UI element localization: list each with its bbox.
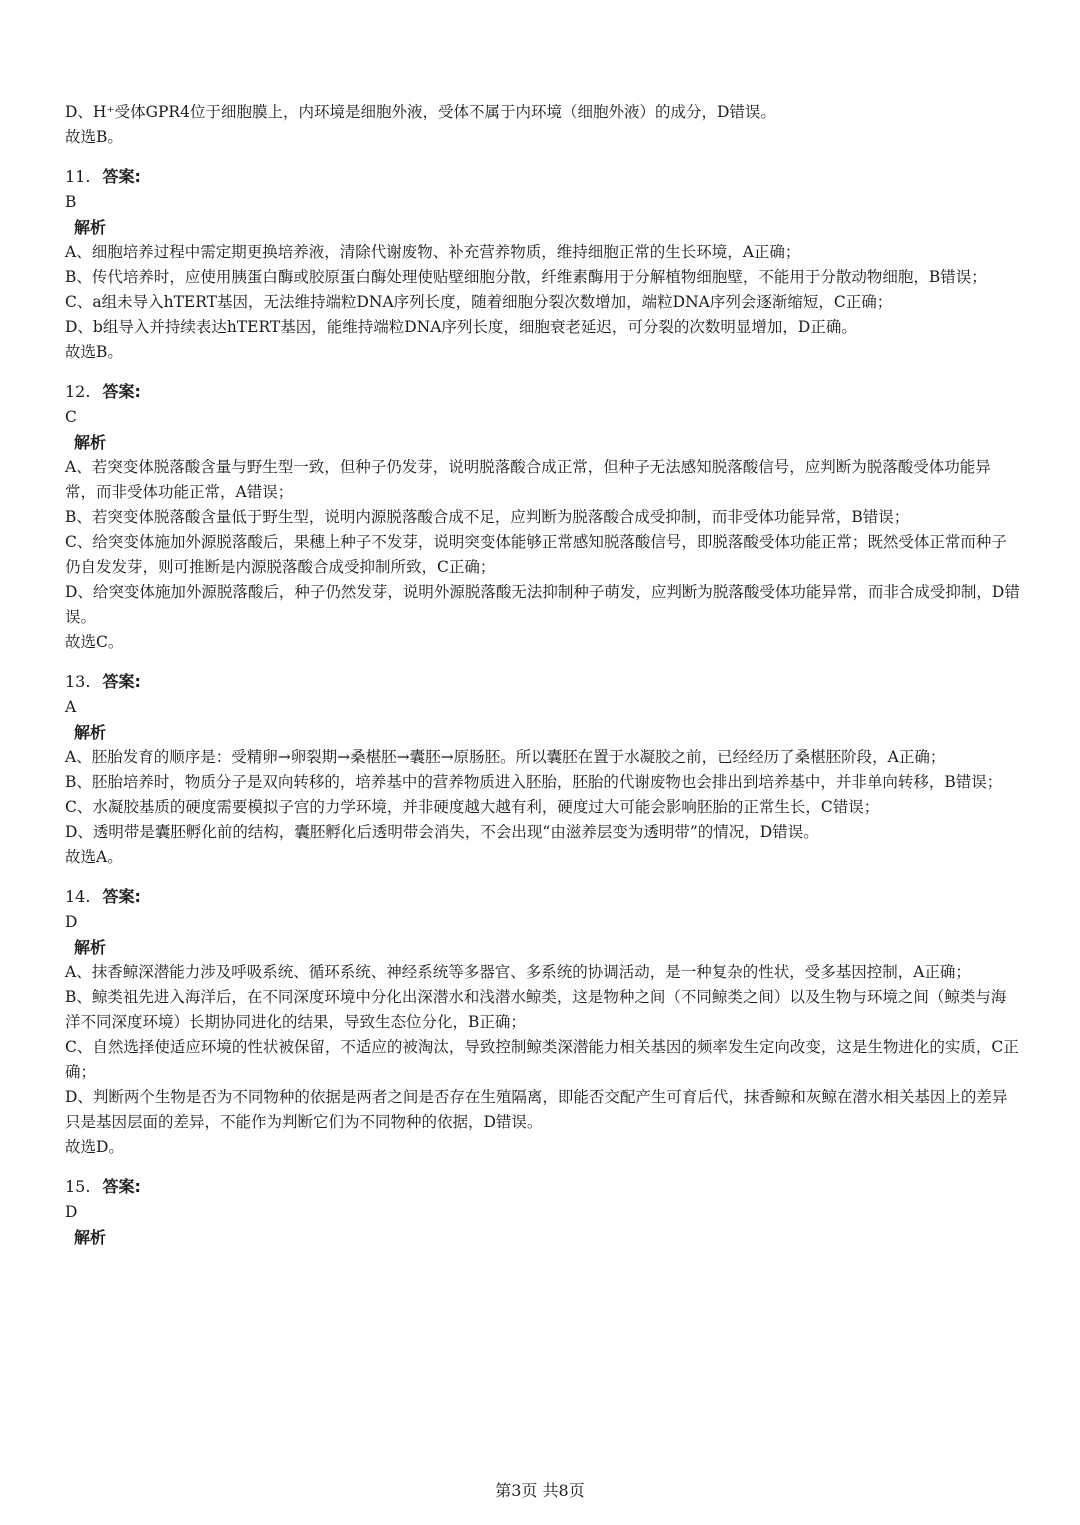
analysis-line: C、自然选择使适应环境的性状被保留，不适应的被淘汰，导致控制鲸类深潜能力相关基因的频率发生定向改变，这是生物进化的实质，C正确； [65,1038,1019,1081]
analysis-label: 解析 [74,1228,107,1247]
question-number: 15. [65,1177,91,1196]
analysis-line: 故选A。 [65,848,123,866]
analysis-label: 解析 [74,218,107,237]
question-number: 11. [65,167,91,186]
page-footer: 第3页 共8页 [495,1481,585,1500]
carryover-block [65,100,1020,150]
answer-label: 答案: [102,1177,141,1196]
question-block [65,379,1020,655]
question-number: 13. [65,672,91,691]
question-block [65,1174,1020,1250]
answer-label: 答案: [102,382,141,401]
analysis-line: B、鲸类祖先进入海洋后，在不同深度环境中分化出深潜水和浅潜水鲸类，这是物种之间（不同鲸类之间）以及生物与环境之间（鲸类与海洋不同深度环境）长期协同进化的结果，导致生态位分化，B正确； [65,988,1007,1031]
question-header [65,1174,1020,1200]
analysis-line: B、传代培养时，应使用胰蛋白酶或胶原蛋白酶处理使贴壁细胞分散，纤维素酶用于分解植物细胞壁，不能用于分散动物细胞，B错误； [65,268,987,286]
text-line: 故选B。 [65,128,123,146]
answer-label: 答案: [102,672,141,691]
analysis-line: B、胚胎培养时，物质分子是双向转移的，培养基中的营养物质进入胚胎，胚胎的代谢废物也会排出到培养基中，并非单向转移，B错误； [65,773,1003,791]
answer-label: 答案: [102,887,141,906]
analysis-line: D、判断两个生物是否为不同物种的依据是两者之间是否存在生殖隔离，即能否交配产生可育后代，抹香鲸和灰鲸在潜水相关基因上的差异只是基因层面的差异，不能作为判断它们为不同物种的依据，D错误。 [65,1088,1008,1131]
analysis-line: D、透明带是囊胚孵化前的结构，囊胚孵化后透明带会消失，不会出现“由滋养层变为透明带”的情况，D错误。 [65,823,819,841]
analysis-label: 解析 [74,723,107,742]
analysis-line: 故选D。 [65,1138,124,1156]
analysis-line: D、b组导入并持续表达hTERT基因，能维持端粒DNA序列长度，细胞衰老延迟，可分裂的次数明显增加，D正确。 [65,318,857,336]
analysis-line: C、给突变体施加外源脱落酸后，果穗上种子不发芽，说明突变体能够正常感知脱落酸信号，即脱落酸受体功能正常；既然受体正常而种子仍自发发芽，则可推断是内源脱落酸合成受抑制所致，C正确； [65,533,1007,576]
analysis-line: B、若突变体脱落酸含量低于野生型，说明内源脱落酸合成不足，应判断为脱落酸合成受抑制，而非受体功能异常，B错误； [65,508,910,526]
answer-value: B [65,193,77,211]
question-header [65,884,1020,910]
answer-value: A [65,698,77,716]
question-number: 14. [65,887,91,906]
analysis-label: 解析 [74,938,107,957]
answer-value: C [65,408,77,426]
analysis-line: D、给突变体施加外源脱落酸后，种子仍然发芽，说明外源脱落酸无法抑制种子萌发，应判断为脱落酸受体功能异常，而非合成受抑制，D错误。 [65,583,1020,626]
question-number: 12. [65,382,91,401]
question-block [65,164,1020,365]
question-header [65,379,1020,405]
analysis-line: A、胚胎发育的顺序是：受精卵→卵裂期→桑椹胚→囊胚→原肠胚。所以囊胚在置于水凝胶之前，已经经历了桑椹胚阶段，A正确； [65,748,946,766]
question-header [65,669,1020,695]
answer-value: D [65,913,78,931]
question-block [65,884,1020,1160]
question-list [65,164,1020,1250]
answer-value: D [65,1203,78,1221]
analysis-line: A、抹香鲸深潜能力涉及呼吸系统、循环系统、神经系统等多器官、多系统的协调活动，是一种复杂的性状，受多基因控制，A正确； [65,963,971,981]
page-content [65,100,1020,1250]
question-header [65,164,1020,190]
analysis-line: 故选B。 [65,343,123,361]
analysis-label: 解析 [74,433,107,452]
analysis-line: A、若突变体脱落酸含量与野生型一致，但种子仍发芽，说明脱落酸合成正常，但种子无法感知脱落酸信号，应判断为脱落酸受体功能异常，而非受体功能正常，A错误； [65,458,991,501]
answer-label: 答案: [102,167,141,186]
analysis-line: C、a组未导入hTERT基因，无法维持端粒DNA序列长度，随着细胞分裂次数增加，端粒DNA序列会逐渐缩短，C正确； [65,293,893,311]
analysis-line: A、细胞培养过程中需定期更换培养液，清除代谢废物、补充营养物质，维持细胞正常的生长环境，A正确； [65,243,801,261]
analysis-line: 故选C。 [65,633,124,651]
analysis-line: C、水凝胶基质的硬度需要模拟子宫的力学环境，并非硬度越大越有利，硬度过大可能会影响胚胎的正常生长，C错误； [65,798,880,816]
text-line: D、H⁺受体GPR4位于细胞膜上，内环境是细胞外液，受体不属于内环境（细胞外液）的成分，D错误。 [65,103,776,121]
question-block [65,669,1020,870]
